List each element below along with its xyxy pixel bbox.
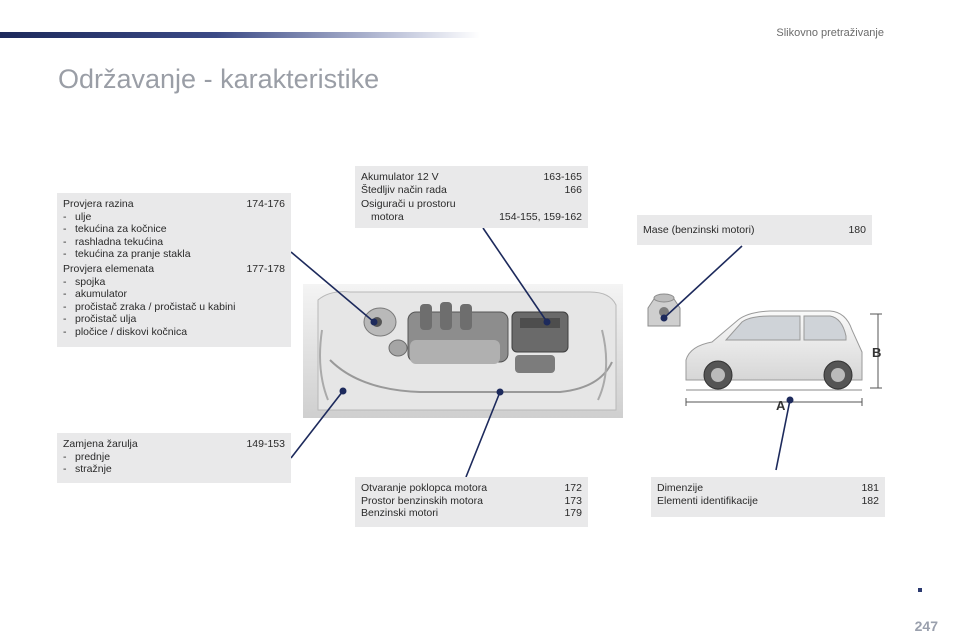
bulbs-label: Zamjena žarulja — [63, 438, 138, 450]
battery-label: Akumulator 12 V — [361, 171, 439, 183]
levels-item: - ulje — [63, 211, 285, 224]
components-pages[interactable]: 177-178 — [246, 262, 285, 275]
economy-mode-label: Štedljiv način rada — [361, 183, 447, 196]
ground-points-box — [637, 215, 872, 245]
ground-points-row[interactable] — [643, 224, 866, 237]
dimensions-pages[interactable]: 181 — [861, 482, 879, 494]
bonnet-pages[interactable]: 172 — [564, 482, 582, 494]
car-side-illustration — [686, 311, 862, 390]
bulbs-box — [57, 433, 291, 483]
petrol-engines-row[interactable] — [361, 507, 582, 520]
dimension-a-label: A — [776, 398, 786, 413]
bulbs-row[interactable] — [63, 438, 285, 451]
identification-pages[interactable]: 182 — [861, 494, 879, 507]
dimension-b-label: B — [872, 345, 882, 360]
levels-item: - tekućina za kočnice — [63, 223, 285, 236]
ground-points-pages[interactable]: 180 — [848, 224, 866, 236]
engine-bay-pages[interactable]: 173 — [564, 494, 582, 507]
section-name: Slikovno pretraživanje — [776, 27, 884, 39]
battery-pages[interactable]: 163-165 — [543, 171, 582, 183]
engine-bay-label: Prostor benzinskih motora — [361, 494, 483, 507]
ground-points-label: Mase (benzinski motori) — [643, 224, 755, 236]
battery-row[interactable] — [361, 171, 582, 184]
engine-bay-row[interactable] — [361, 495, 582, 508]
page-title: Održavanje - karakteristike — [58, 64, 380, 94]
components-item: - spojka — [63, 276, 285, 289]
dimensions-box — [651, 477, 885, 517]
economy-mode-row[interactable] — [361, 184, 582, 197]
page-marker — [918, 588, 922, 592]
components-item: - akumulator — [63, 288, 285, 301]
levels-label: Provjera razina — [63, 198, 134, 210]
identification-label: Elementi identifikacije — [657, 494, 758, 507]
dimensions-label: Dimenzije — [657, 482, 704, 494]
components-row[interactable] — [63, 263, 285, 276]
page-number: 247 — [914, 618, 938, 634]
engine-bay-illustration — [303, 284, 623, 418]
fuses-label-cont: motora — [371, 210, 404, 223]
bulbs-item: - prednje — [63, 451, 285, 464]
bonnet-row[interactable] — [361, 482, 582, 495]
fuses-pages[interactable]: 154-155, 159-162 — [499, 210, 582, 223]
levels-item: - tekućina za pranje stakla — [63, 248, 285, 261]
checks-box — [57, 193, 291, 347]
battery-box — [355, 166, 588, 228]
components-label: Provjera elemenata — [63, 262, 155, 275]
bulbs-item: - stražnje — [63, 463, 285, 476]
bonnet-label: Otvaranje poklopca motora — [361, 482, 488, 494]
fuses-row[interactable] — [361, 211, 582, 224]
fuses-label: Osigurači u prostoru — [361, 198, 456, 211]
identification-row[interactable] — [657, 495, 879, 508]
components-item: - pločice / diskovi kočnica — [63, 326, 285, 339]
dimensions-row[interactable] — [657, 482, 879, 495]
bulbs-pages[interactable]: 149-153 — [246, 438, 285, 450]
bonnet-box — [355, 477, 588, 527]
levels-row[interactable] — [63, 198, 285, 211]
petrol-engines-label: Benzinski motori — [361, 507, 439, 520]
components-item: - pročistač ulja — [63, 313, 285, 326]
petrol-engines-pages[interactable]: 179 — [564, 507, 582, 520]
economy-mode-pages[interactable]: 166 — [564, 183, 582, 196]
levels-pages[interactable]: 174-176 — [246, 198, 285, 210]
components-item: - pročistač zraka / pročistač u kabini — [63, 301, 285, 314]
levels-item: - rashladna tekućina — [63, 236, 285, 249]
